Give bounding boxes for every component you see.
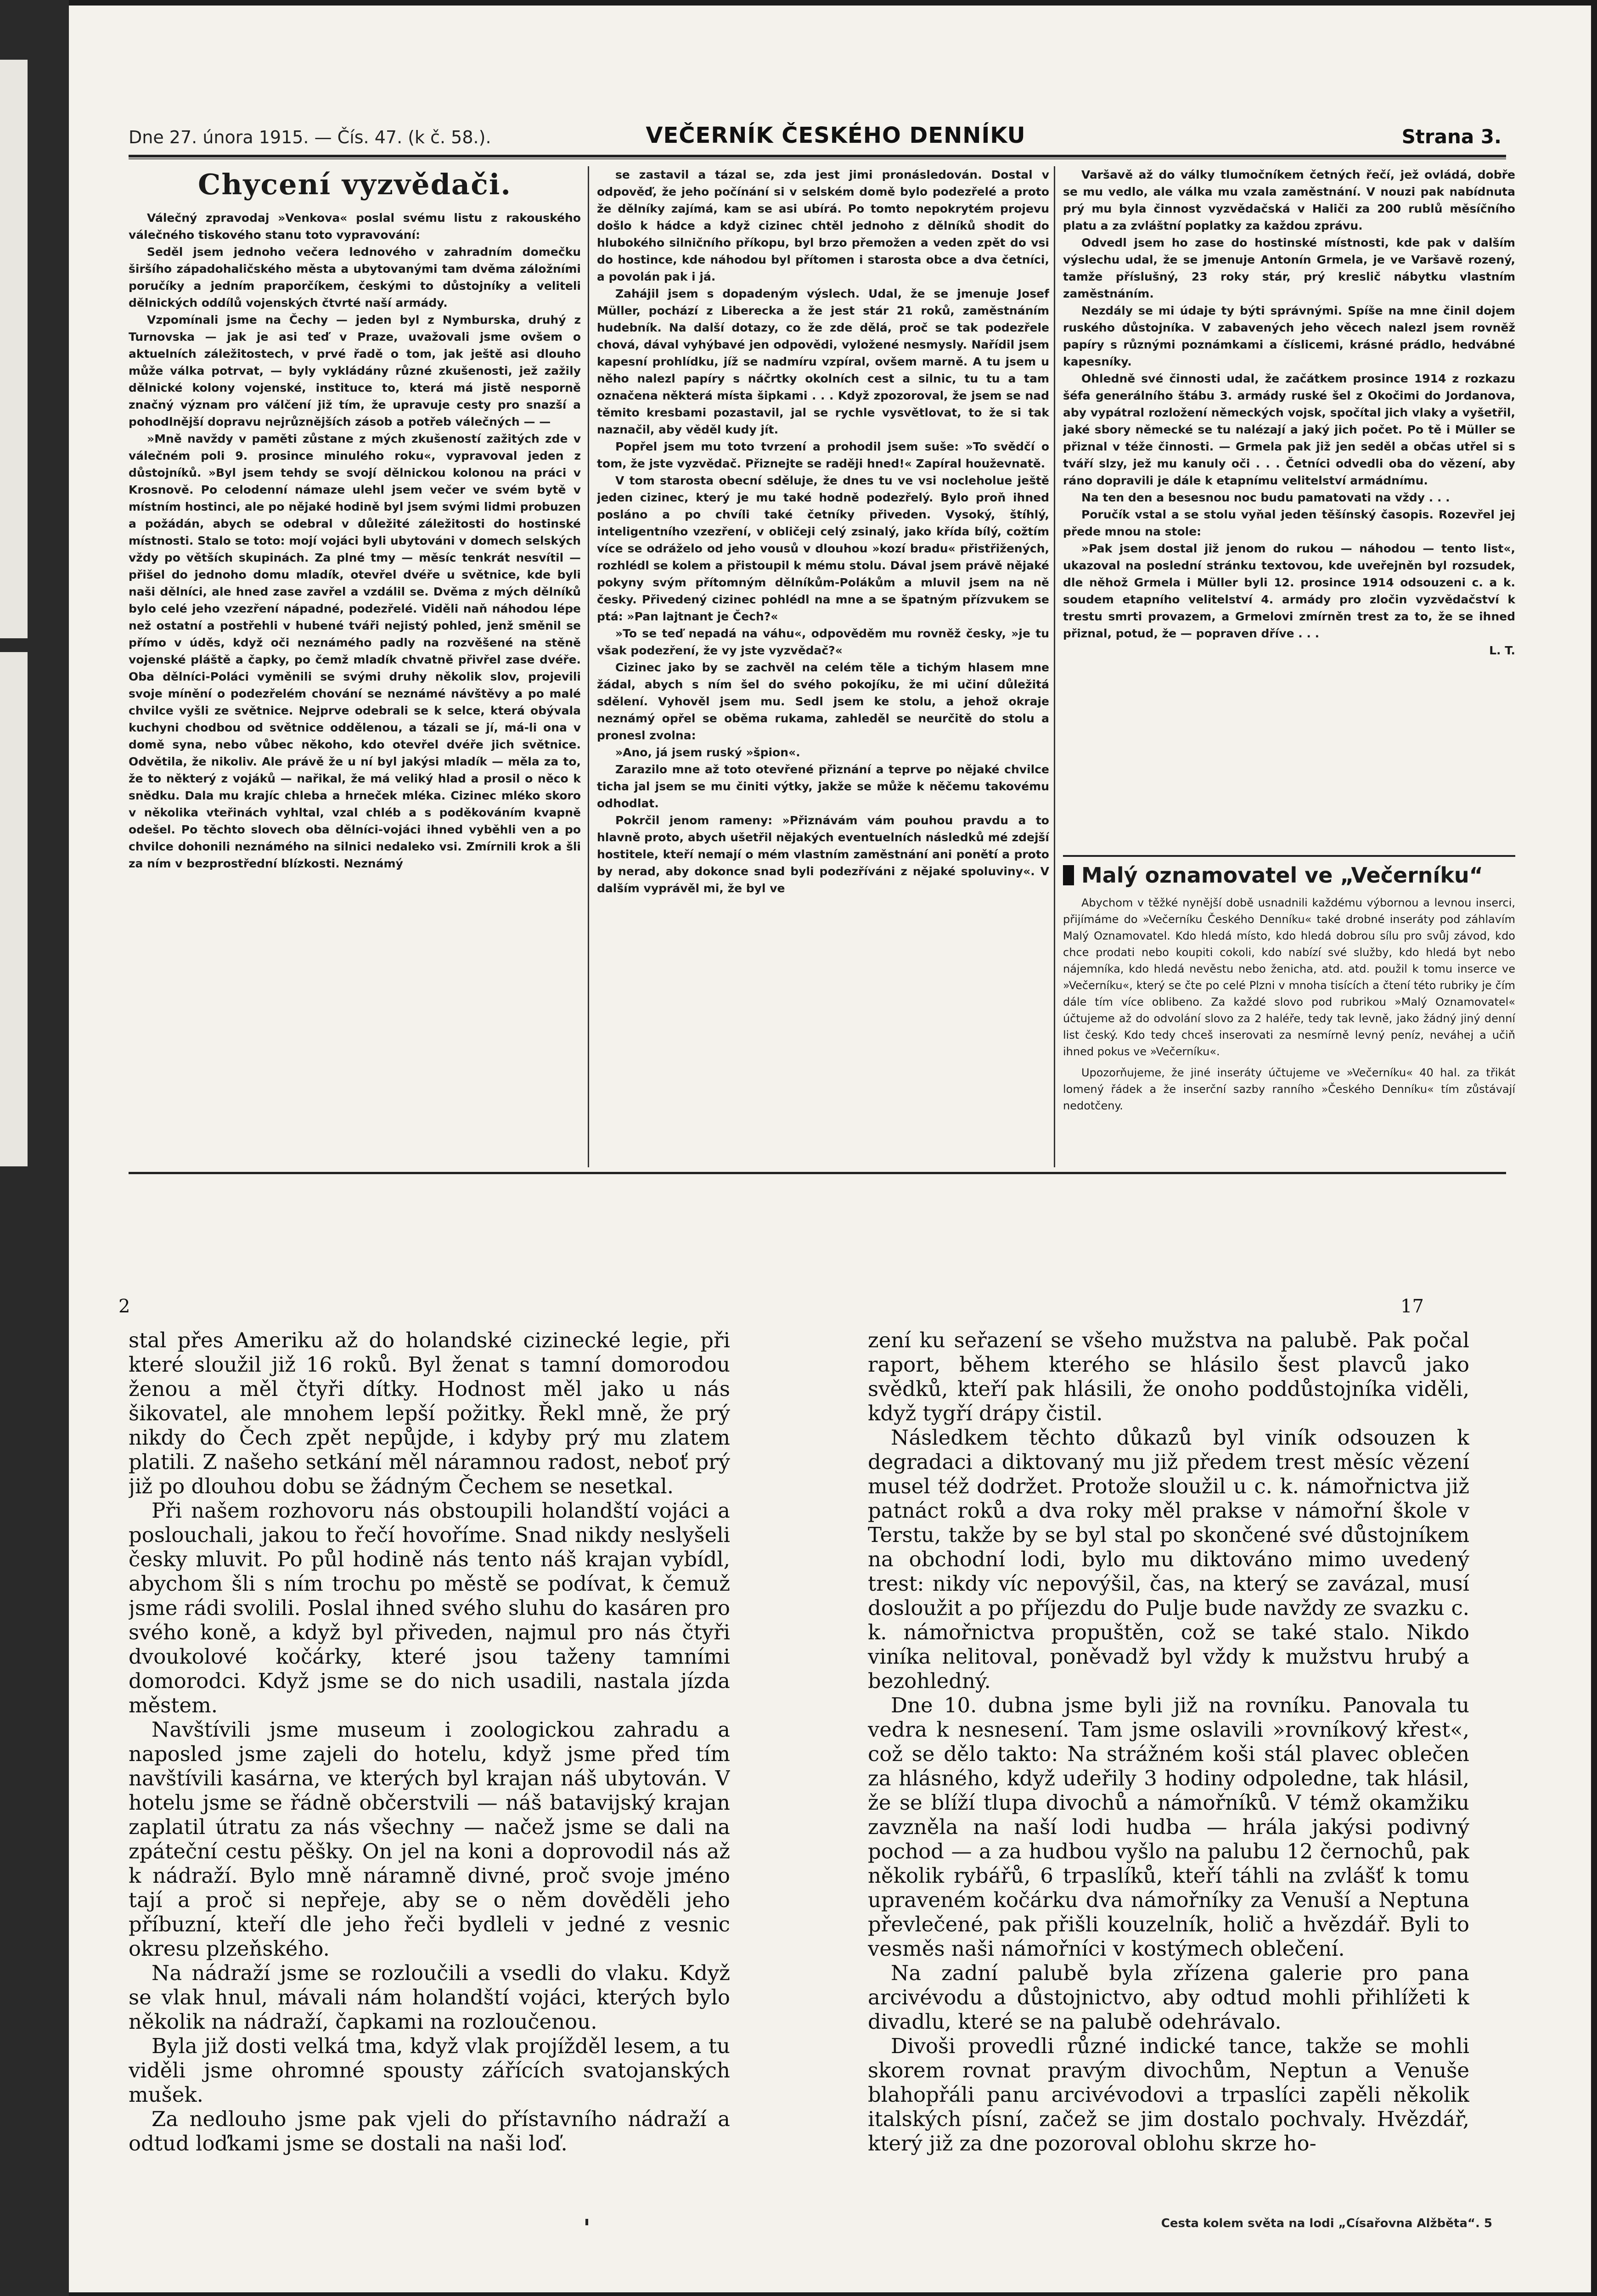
masthead: VEČERNÍK ČESKÉHO DENNÍKU bbox=[646, 123, 1026, 148]
article-paragraph: Válečný zpravodaj »Venkova« poslal svému listu z rakouského válečného tiskového stanu toto vypravování: bbox=[129, 211, 581, 242]
book-paragraph: Následkem těchto důkazů byl viník odsouzen k degradaci a diktovaný mu již předem trest měsíc vězení musel též dodržet. Protože sloužil u c. k. námořnictva již patnáct roků a dva roky měl prakse v námořní škole v Terstu, takže by se byl stal po skončené své důstojníkem na obchodní lodi, bylo mu diktováno mimo uvedený trest: nikdy víc nepovýšil, čas, na který se zavázal, musí dosloužit a po příjezdu do Pulje bude navždy ze svazku c. k. námořnictva propuštěn, což se také stalo. Nikdo viníka nelitoval, poněvadž byl vždy k mužstvu hrubý a bezohledný. bbox=[868, 1425, 1469, 1693]
print-mark bbox=[585, 2219, 588, 2225]
book-paragraph: Divoši provedli různé indické tance, takže se mohli skorem rovnat pravým divochům, Neptun a Venuše blahopřáli panu arcivévodovi a trpaslíci zapěli několik italských písní, začež se jim dostalo pochvaly. Hvězdář, který již za dne pozoroval oblohu skrze ho- bbox=[868, 2034, 1469, 2155]
article-paragraph: Na ten den a besesnou noc budu pamatovati na vždy . . . bbox=[1081, 491, 1450, 504]
article-paragraph: Zahájil jsem s dopadeným výslech. Udal, že se jmenuje Josef Müller, pochází z Liberecka a že jest stár 21 roků, zaměstnáním hudebník. Na další dotazy, co že zde dělá, proč se tak podezřele chová, dával vyhýbavé jen odpovědi, vyložené nesmysly. Nařídil jsem kapesní prohlídku, jíž se nadmíru vzpíral, ovšem marně. A tu jsem u něho nalezl papíry s náčrtky okolních cest a silnic, tu tu a tam označena některá místa šipkami . . . Když zpozoroval, že jsem se nad těmito kresbami pozastavil, jal se rychle vysvětlovat, to že si tak naznačil, aby věděl kudy jít. bbox=[597, 287, 1049, 436]
book-footer: Cesta kolem světa na lodi „Císařovna Alžběta“. 5 bbox=[1161, 2217, 1492, 2230]
header-rule bbox=[129, 155, 1506, 158]
article-signature: L. T. bbox=[1489, 644, 1515, 657]
scanner-gutter bbox=[0, 0, 69, 2296]
article-paragraph: »Mně navždy v paměti zůstane z mých zkušeností zažitých zde v válečném poli 9. prosince minulého roku«, vypravoval jeden z důstojníků. »Byl jsem tehdy se svojí dělnickou kolonou na práci v Krosnově. Po celodenní námaze ulehl jsem večer ve svém bytě v místním hostinci, ale po nějaké hodině byl jsem svými lidmi probuzen a požádán, abych se odebral v důležité záležitosti do hostinské místnosti. Stalo se toto: mojí vojáci byli ubytováni v domech selských vždy po větších skupinách. Za plné tmy — měsíc tenkrát nesvítil — přišel do jednoho domu mladík, otevřel dvéře u světnice, kde byli naši dělníci, ale hned zase zavřel a vzdálil se. Dvěma z mých dělníků bylo celé jeho vzezření nápadné, podezřelé. Viděli naň náhodou lépe než ostatní a postřehli v hubené tváři nejistý pohled, jenž směnil se přímo v úděs, když oči neznámého padly na rozvěšené na stěně vojenské pláště a čapky, po čemž mladík chvatně přivřel zase dvéře. Oba dělníci-Poláci vyměnili se svými druhy několik slov, projevili svoje mínění o podezřelém chování se neznámé návštěvy a po malé chvilce vyšli ze světnice. Nejprve odebrali se k selce, která obývala kuchyni chodbou od světnice oddělenou, a tázali se jí, má-li ona v domě syna, nebo vůbec někoho, kdo otevřel dvéře jich světnice. Odvětila, že nikoliv. Ale právě že u ní byl jakýsi mladík — měla za to, že to některý z vojáků — nařikal, že má veliký hlad a prosil o něco k snědku. Dala mu krajíc chleba a hrneček mléka. Cizinec mléko skoro v několika vteřinách vyhltal, vzal chléb a s poděkováním kvapně odešel. Po těchto slovech oba dělníci-vojáci ihned vyběhli ven a po chvilce dohonili neznámého na silnici nedaleko vsi. Zmírnili krok a šli za ním v bezprostřední blízkosti. Neznámý bbox=[129, 432, 581, 870]
book-paragraph: Za nedlouho jsme pak vjeli do přístavního nádraží a odtud loďkami jsme se dostali na naši loď. bbox=[129, 2107, 730, 2155]
article-paragraph: Varšavě až do války tlumočníkem četných řečí, jež ovládá, dobře se mu vedlo, ale válka mu vzala zaměstnání. V nouzi pak nabídnuta prý mu byla činnost vyzvědačská v Haliči za 200 rublů měsíčního platu a za zvláštní poplatky za každou zprávu. bbox=[1063, 168, 1515, 232]
book-paragraph: Byla již dosti velká tma, když vlak projížděl lesem, a tu viděli jsme ohromné spousty zářících svatojanských mušek. bbox=[129, 2034, 730, 2107]
right-page-number: 17 bbox=[1400, 1296, 1424, 1317]
header-rule-thin bbox=[129, 158, 1506, 159]
newspaper-bottom-rule bbox=[129, 1172, 1506, 1174]
article-paragraph: »Ano, já jsem ruský »špion«. bbox=[615, 746, 800, 759]
article-headline: Chycení vyzvědači. bbox=[197, 168, 512, 201]
article-paragraph: Vzpomínali jsme na Čechy — jeden byl z Nymburska, druhý z Turnovska — jak je asi teď v Praze, uvažovali jsme ovšem o aktuelních záležitostech, v prvé řadě o tom, jak ještě asi dlouho může válka potrvat, — byly vykládány různé zkušenosti, jež zažily dělnické kolony vojenské, instituce to, která má jistě nesporně značný význam pro válčení již tím, že upravuje cesty pro snazší a pohodlnější dopravu nejrůznějších zásob a potřeb válečných — — bbox=[129, 313, 581, 428]
gutter-strip-top bbox=[0, 60, 28, 638]
article-paragraph: Poručík vstal a se stolu vyňal jeden těšínský časopis. Rozevřel jej přede mnou na stole: bbox=[1063, 508, 1515, 538]
ad-note: Upozorňujeme, že jiné inseráty účtujeme ve »Večerníku« 40 hal. za třikát lomený řádek a že inserční sazby ranního »Českého Denníku« tím zůstávají nedotčeny. bbox=[1063, 1066, 1515, 1112]
book-paragraph: Navštívili jsme museum i zoologickou zahradu a naposled jsme zajeli do hotelu, když jsme před tím navštívili kasárna, ve kterých byl krajan náš ubytován. V hotelu jsme se řádně občerstvili — náš batavijský krajan zaplatil útratu za nás všechny — načež jsme se dali na zpáteční cestu pěšky. On jel na koni a doprovodil nás až k nádraží. Bylo mně náramně divné, proč svoje jméno tají a proč si nepřeje, aby se o něm dověděli jeho příbuzní, kteří dle jeho řeči bydleli v jedné z vesnic okresu plzeňského. bbox=[129, 1717, 730, 1961]
newspaper-header bbox=[129, 123, 1501, 155]
article-column-1 bbox=[129, 166, 581, 1167]
article-paragraph: Seděl jsem jednoho večera lednového v zahradním domečku širšího západohaličského města a ubytovanými tam dvěma záložními poručíky a jedním praporčíkem, českými to důstojníky a veliteli dělnických oddílů vojenských čtvrté naší armády. bbox=[129, 245, 581, 310]
article-paragraph: Popřel jsem mu toto tvrzení a prohodil jsem suše: »To svědčí o tom, že jste vyzvědač. Přiznejte se raději hned!« Zapíral houževnatě. bbox=[597, 440, 1049, 470]
left-page-number: 2 bbox=[118, 1296, 130, 1317]
article-paragraph: V tom starosta obecní sděluje, že dnes tu ve vsi nocleholue ještě jeden cizinec, který je mu také hodně podezřelý. Bylo proň ihned posláno a po chvíli také četníky přiveden. Vysoký, štíhlý, inteligentního vzezření, v obličeji celý zsinalý, jako křída bílý, cožtím více se odráželo od jeho vousů v dlouhou »kozí bradu« přistřižených, rozhlédl se kolem a přistoupil k mému stolu. Dával jsem právě nějaké pokyny svým přítomným dělníkům-Polákům a mluvil jsem na ně česky. Přivedený cizinec pohlédl na mne a se špatným přízvukem se ptá: »Pan lajtnant je Čech?« bbox=[597, 474, 1049, 623]
ad-title-text: Malý oznamovatel ve „Večerníku“ bbox=[1081, 863, 1483, 888]
book-paragraph: zení ku seřazení se všeho mužstva na palubě. Pak počal raport, během kterého se hlásilo šest plavců jako svědků, kteří pak hlásili, že onoho poddůstojníka viděli, když tygří drápy čistil. bbox=[868, 1328, 1469, 1425]
book-paragraph: Dne 10. dubna jsme byli již na rovníku. Panovala tu vedra k nesnesení. Tam jsme oslavili »rovníkový křest«, což se dělo takto: Na strážném koši stál plavec oblečen za hlásného, když udeřily 3 hodiny odpoledne, tak hlásil, že se blíží tlupa divochů a námořníků. V témž okamžiku zavzněla na naší lodi hudba — hrála jakýsi podivný pochod — a za hudbou vyšlo na palubu 12 černochů, pak několik rybářů, 6 trpaslíků, kteří táhli na zvlášť k tomu upraveném kočárku dva námořníky za Venuší a Neptuna převlečené, pak přišli kouzelník, holič a hvězdář. Byli to vesměs naši námořníci v kostýmech oblečení. bbox=[868, 1693, 1469, 1961]
article-column-3 bbox=[1063, 166, 1515, 832]
article-column-2 bbox=[597, 166, 1049, 1167]
ad-text: Abychom v těžké nynější době usnadnili každému výbornou a levnou inserci, přijímáme do »Večerníku Českého Denníku« také drobné inseráty pod záhlavím Malý Oznamovatel. Kdo hledá místo, kdo hledá dobrou sílu pro svůj závod, kdo chce prodati nebo koupiti cokoli, kdo nabízí své služby, kdo hledá byt nebo nájemníka, kdo hledá nevěstu nebo ženicha, atd. atd. použil k tomu inserce ve »Večerníku«, který se čte po celé Plzni v mnoha tisících a čtení této rubriky je čím dále tím více oblibeno. Za každé slovo pod rubrikou »Malý Oznamovatel« účtujeme až do odvolání slovo za 2 haléře, tedy tak levně, jako žádný jiný denní list český. Kdo tedy chceš inserovati za nesmírně levný peníz, neváhej a učiň ihned pokus ve »Večerníku«. bbox=[1063, 896, 1515, 1058]
gutter-strip-bottom bbox=[0, 652, 28, 1166]
ad-rule bbox=[1063, 855, 1515, 857]
article-paragraph: »To se teď nepadá na váhu«, odpověděm mu rovněž česky, »je tu však podezření, že vy jste vyzvědač?« bbox=[597, 627, 1049, 657]
article-paragraph: Cizinec jako by se zachvěl na celém těle a tichým hlasem mne žádal, abych s ním šel do svého pokojíku, že mi učiní důležitá sdělení. Vyhověl jsem mu. Sedl jsem ke stolu, a jehož okraje neznámý opřel se oběma rukama, zahleděl se neurčitě do stolu a pronesl zvolna: bbox=[597, 661, 1049, 742]
classified-ad-box bbox=[1063, 855, 1515, 1172]
article-paragraph: Odvedl jsem ho zase do hostinské místnosti, kde pak v dalším výslechu udal, že se jmenuje Antonín Grmela, je ve Varšavě rozený, tamže příslušný, 23 roky stár, prý kreslič nábytku vlastním zaměstnáním. bbox=[1063, 236, 1515, 300]
book-paragraph: Na zadní palubě byla zřízena galerie pro pana arcivévodu a důstojnictvo, aby odtud mohli přihlížeti k divadlu, které se na palubě odehrávalo. bbox=[868, 1961, 1469, 2034]
book-paragraph: stal přes Ameriku až do holandské cizinecké legie, při které sloužil již 16 roků. Byl ženat s tamní domorodou ženou a měl čtyři dítky. Hodnost měl jako u nás šikovatel, ale mnohem lepší požitky. Řekl mně, že prý nikdy do Čech zpět nepůjde, i kdyby prý mu zlatem platili. Z našeho setkání měl náramnou radost, neboť prý již po dlouhou dobu se žádným Čechem se nesetkal. bbox=[129, 1328, 730, 1498]
book-right-page bbox=[868, 1328, 1469, 2200]
scanned-sheet bbox=[69, 6, 1591, 2292]
page-label: Strana 3. bbox=[1401, 125, 1501, 148]
article-paragraph: Ohledně své činnosti udal, že začátkem prosince 1914 z rozkazu šéfa generálního štábu 3. armády ruské šel z Okočimi do Jordanova, aby vypátral rozložení německých vojsk, spočítal jich vlaky a vyšetřil, jaké sbory německé se tu nalézají a jaký jich počet. Po tě i Müller se přiznal v téže činnosti. — Grmela pak již jen seděl a občas utřel si s tváří slzy, jež mu kanuly oči . . . Četníci odvedli oba do vězení, aby ráno dopravili je dále k etapnímu velitelství armádnímu. bbox=[1063, 372, 1515, 487]
article-paragraph: Zarazilo mne až toto otevřené přiznání a teprve po nějaké chvilce ticha jal jsem se mu činiti výtky, jakže se může k něčemu takovému odhodlat. bbox=[597, 763, 1049, 810]
dateline: Dne 27. února 1915. — Čís. 47. (k č. 58.). bbox=[129, 127, 491, 147]
ad-bar-icon bbox=[1063, 865, 1074, 885]
ad-title bbox=[1063, 861, 1515, 890]
column-separator bbox=[588, 166, 589, 1167]
book-paragraph: Při našem rozhovoru nás obstoupili holandští vojáci a poslouchali, jakou to řečí hovoříme. Snad nikdy neslyšeli česky mluvit. Po půl hodině nás tento náš krajan vybídl, abychom šli s ním trochu po městě se podívat, k čemuž jsme rádi svolili. Poslal ihned svého sluhu do kasáren pro svého koně, a když byl přiveden, najmul pro nás čtyři dvoukolové kočárky, které jsou taženy tamními domorodci. Když jsme se do nich usadili, nastala jízda městem. bbox=[129, 1498, 730, 1717]
article-paragraph: se zastavil a tázal se, zda jest jimi pronásledován. Dostal v odpověď, že jeho počínání si v selském domě bylo podezřelé a proto že dělníky zajímá, kam se asi ubírá. Po tomto nepokrytém projevu došlo k hádce a když cizinec chtěl jednoho z dělníků shodit do hlubokého silničního příkopu, byl brzo přemožen a veden zpět do vsi do hostince, kde náhodou byl přítomen i starosta obce a dva četníci, a povolán pak i já. bbox=[597, 168, 1049, 283]
article-paragraph: »Pak jsem dostal již jenom do rukou — náhodou — tento list«, ukazoval na poslední stránku textovou, kde uveřejněn byl rozsudek, dle něhož Grmela i Müller byli 12. prosince 1914 odsouzeni c. a k. soudem etapního velitelství 4. armády pro zločin vyzvědačství k trestu smrti provazem, a Grmelovi zmírněn trest za to, že se ihned přiznal, potud, že — popraven dříve . . . bbox=[1063, 542, 1515, 640]
article-paragraph: Nezdály se mi údaje ty býti správnými. Spíše na mne činil dojem ruského důstojníka. V zabavených jeho věcech nalezl jsem rovněž papíry s různými poznámkami a číslicemi, krásné prádlo, hedvábné kapesníky. bbox=[1063, 304, 1515, 368]
column-separator bbox=[1054, 166, 1055, 1167]
article-paragraph: Pokrčil jenom rameny: »Přiznávám vám pouhou pravdu a to hlavně proto, abych ušetřil nějakých eventuelních následků mé zdejší hostitele, kteří nemají o mém vlastním zaměstnání ani ponětí a proto by nerad, aby dokonce snad byli podezříváni z nějaké spoluviny«. V dalším vyprávěl mi, že byl ve bbox=[597, 814, 1049, 895]
book-left-page bbox=[129, 1328, 730, 2200]
book-paragraph: Na nádraží jsme se rozloučili a vsedli do vlaku. Když se vlak hnul, mávali nám holandští vojáci, kterých bylo několik na nádraží, čapkami na rozloučenou. bbox=[129, 1961, 730, 2034]
